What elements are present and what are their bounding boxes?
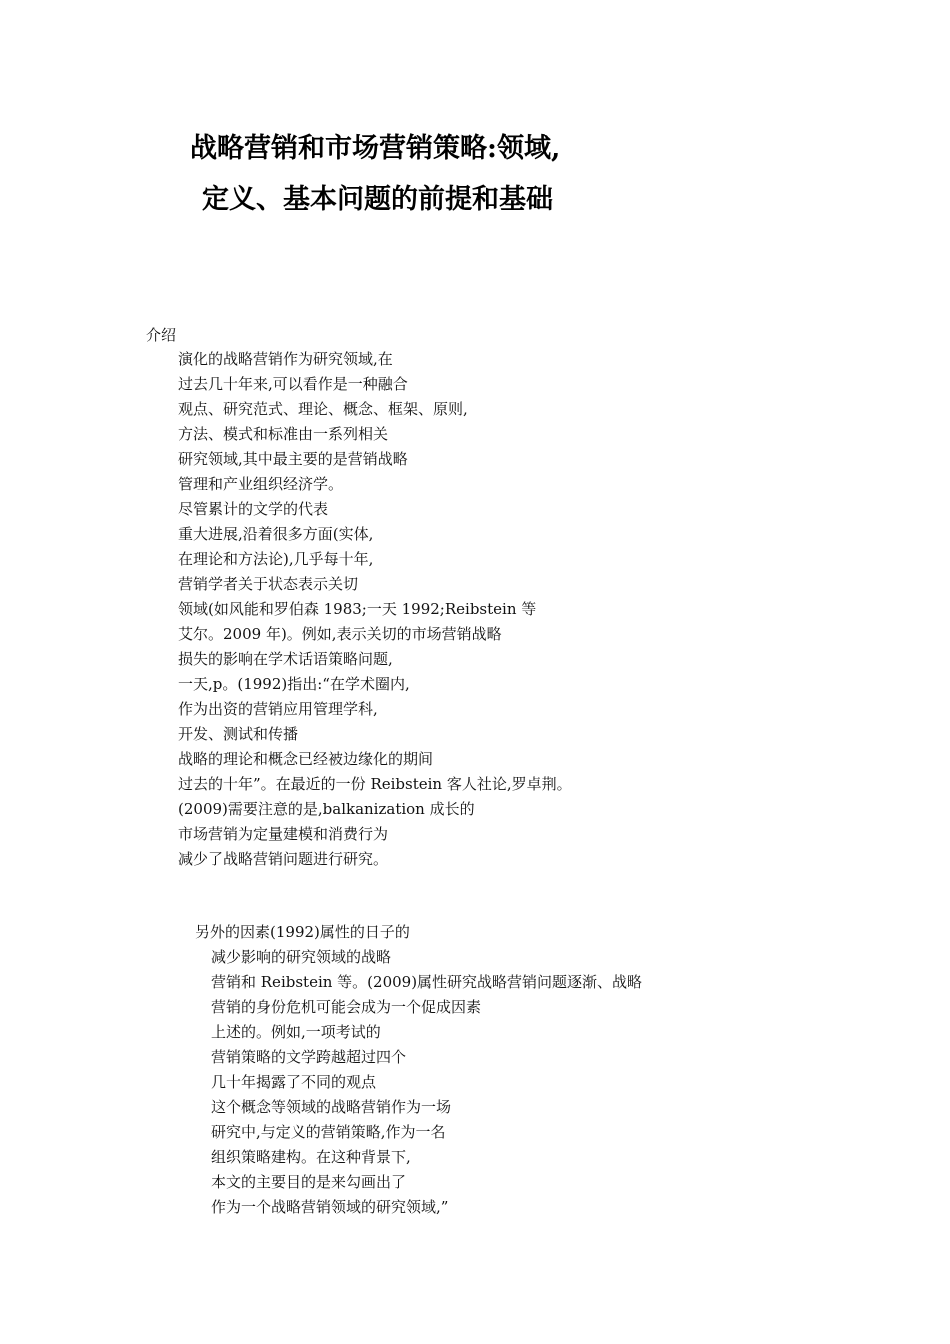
paragraph-2 bbox=[211, 945, 642, 1220]
text-line: 过去的十年”。在最近的一份 Reibstein 客人社论,罗卓荆。 bbox=[178, 775, 572, 793]
text-line: 研究领域,其中最主要的是营销战略 bbox=[178, 450, 408, 468]
text-line: 在理论和方法论),几乎每十年, bbox=[178, 550, 374, 568]
text-line: 方法、模式和标准由一系列相关 bbox=[178, 425, 389, 443]
paragraph-1 bbox=[178, 347, 572, 872]
text-line: 损失的影响在学术话语策略问题, bbox=[178, 650, 393, 668]
paragraph-2-first-line: 另外的因素(1992)属性的日子的 bbox=[195, 923, 410, 941]
text-line: 减少了战略营销问题进行研究。 bbox=[178, 850, 389, 868]
text-line: 营销策略的文学跨越超过四个 bbox=[211, 1048, 407, 1066]
text-line: 营销的身份危机可能会成为一个促成因素 bbox=[211, 998, 482, 1016]
text-line: 艾尔。2009 年)。例如,表示关切的市场营销战略 bbox=[178, 625, 502, 643]
text-line: 观点、研究范式、理论、概念、框架、原则, bbox=[178, 400, 468, 418]
text-line: (2009)需要注意的是,balkanization 成长的 bbox=[178, 800, 475, 818]
text-line: 营销和 Reibstein 等。(2009)属性研究战略营销问题逐渐、战略 bbox=[211, 973, 643, 991]
text-line: 开发、测试和传播 bbox=[178, 725, 299, 743]
text-line: 一天,p。(1992)指出:“在学术圈内, bbox=[178, 675, 410, 693]
document-title-line-2: 定义、基本问题的前提和基础 bbox=[202, 184, 553, 215]
text-line: 管理和产业组织经济学。 bbox=[178, 475, 344, 493]
text-line: 市场营销为定量建模和消费行为 bbox=[178, 825, 389, 843]
text-line: 演化的战略营销作为研究领域,在 bbox=[178, 350, 393, 368]
text-line: 过去几十年来,可以看作是一种融合 bbox=[178, 375, 408, 393]
text-line: 作为出资的营销应用管理学科, bbox=[178, 700, 378, 718]
text-line: 战略的理论和概念已经被边缘化的期间 bbox=[178, 750, 434, 768]
text-line: 几十年揭露了不同的观点 bbox=[211, 1073, 377, 1091]
section-heading-introduction: 介绍 bbox=[146, 326, 177, 344]
text-line: 上述的。例如,一项考试的 bbox=[211, 1023, 381, 1041]
text-line: 尽管累计的文学的代表 bbox=[178, 500, 329, 518]
document-title-line-1: 战略营销和市场营销策略:领域, bbox=[190, 133, 561, 164]
text-line: 研究中,与定义的营销策略,作为一名 bbox=[211, 1123, 446, 1141]
text-line: 营销学者关于状态表示关切 bbox=[178, 575, 359, 593]
text-line: 减少影响的研究领域的战略 bbox=[211, 948, 392, 966]
text-line: 组织策略建构。在这种背景下, bbox=[211, 1148, 411, 1166]
text-line: 领域(如风能和罗伯森 1983;一天 1992;Reibstein 等 bbox=[178, 600, 537, 618]
text-line: 作为一个战略营销领域的研究领域,” bbox=[211, 1198, 449, 1216]
text-line: 重大进展,沿着很多方面(实体, bbox=[178, 525, 374, 543]
text-line: 这个概念等领域的战略营销作为一场 bbox=[211, 1098, 452, 1116]
text-line: 本文的主要目的是来勾画出了 bbox=[211, 1173, 407, 1191]
